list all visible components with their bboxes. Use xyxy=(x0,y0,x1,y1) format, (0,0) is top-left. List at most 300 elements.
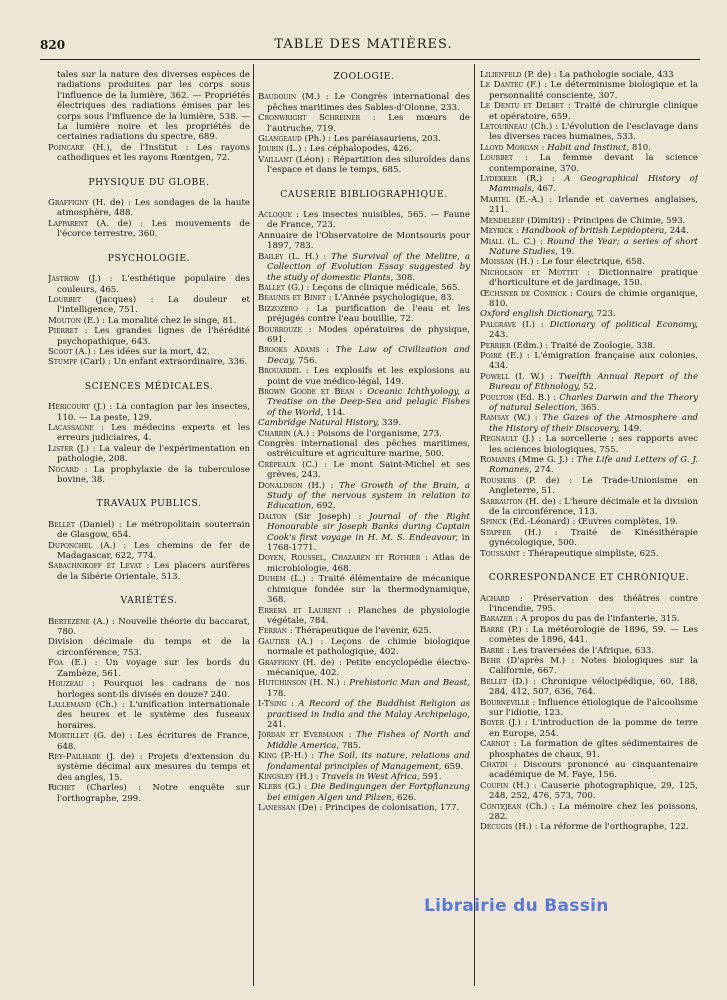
entry-author: Klebs xyxy=(258,782,282,793)
index-entry xyxy=(480,413,698,434)
entry-text: (G.) : Leçons de clinique médicale, 565. xyxy=(285,282,461,293)
entry-text: : La formation de gîtes sédimentaires de phosphates de chaux, 91. xyxy=(489,739,698,760)
entry-author: Graffigny xyxy=(48,198,89,209)
entry-author: Héricourt xyxy=(48,402,90,413)
index-entry xyxy=(258,626,470,636)
entry-title: Round the Year; a series of short Nature Studies, xyxy=(489,236,698,257)
entry-author: Moissan xyxy=(480,257,514,268)
entry-text: (Ed.-Léonard) : Œuvres complètes, 19. xyxy=(506,517,679,528)
entry-title: Journal of the Right Honourable sir Joseph Banks during Captain Cook's first voyage in H. M. S. Endeavour, xyxy=(267,511,470,543)
entry-page: 467. xyxy=(534,184,557,195)
index-entry xyxy=(258,113,470,134)
index-entry xyxy=(48,617,250,638)
entry-text: (Ph.) : Les paréiasauriens, 203. xyxy=(301,134,441,145)
entry-author: Miall xyxy=(480,236,504,247)
entry-author: Errera et Laurent xyxy=(258,605,342,616)
entry-text: (H.) : xyxy=(302,480,340,491)
entry-text: : xyxy=(513,226,522,237)
index-entry xyxy=(258,699,470,730)
index-column-1 xyxy=(48,70,250,804)
entry-title: Handbook of british Lepidoptera, xyxy=(521,226,667,237)
index-entry xyxy=(480,760,698,781)
entry-author: Œchsner de Coninck xyxy=(480,288,567,299)
section-heading: PHYSIQUE DU GLOBE. xyxy=(88,176,210,188)
entry-author: Toussaint xyxy=(480,548,520,559)
entry-text: (H. de) : L'heure décimale et la division de la circonférence, 113. xyxy=(489,496,698,518)
entry-text: (J. de) : Projets d'extension du système décimal aux mesures du temps et des angles, 15. xyxy=(57,751,250,783)
entry-author: Cronwright Schreiner xyxy=(258,113,361,124)
index-entry xyxy=(480,393,698,414)
entry-author: Gautier xyxy=(258,636,290,647)
index-entry xyxy=(48,520,250,541)
entry-author: Beaunis et Binet xyxy=(258,293,326,304)
entry-text: : Cours de chimie organique, 810. xyxy=(489,288,698,309)
index-entry xyxy=(480,781,698,802)
entry-author: Bourneville xyxy=(480,697,530,708)
entry-text: (H.), de l'Institut : Les rayons cathodiques et les rayons Rœntgen, 72. xyxy=(57,142,250,164)
column-divider-right xyxy=(474,64,475,986)
entry-page: 785. xyxy=(339,740,361,751)
entry-text: : Les placers aurifères de la Sibérie Orientale, 513. xyxy=(57,561,250,582)
entry-text: : xyxy=(286,699,299,710)
entry-text: (Sir Joseph) : xyxy=(286,511,370,522)
index-entry xyxy=(258,134,470,144)
index-entry xyxy=(480,656,698,677)
index-entry xyxy=(480,497,698,518)
entry-page: 810. xyxy=(629,142,651,153)
entry-text: : A propos du pas de l'infanterie, 315. xyxy=(512,614,680,625)
index-entry xyxy=(480,195,698,216)
entry-author: Scoot xyxy=(48,346,73,357)
entry-author: Acloque xyxy=(258,210,293,221)
index-entry xyxy=(480,549,698,559)
entry-author: Lourbet xyxy=(480,153,513,164)
entry-text: : Dictionnaire pratique d'horticulture et de jardinage, 150. xyxy=(489,267,698,289)
entry-text: : xyxy=(538,142,548,153)
entry-text: (Ch.) : L'unification internationale des heures et le système des fuseaux horaires. xyxy=(57,699,250,731)
entry-title: The Law of Civilization and Decay, xyxy=(267,345,470,366)
entry-page: 756. xyxy=(295,355,318,366)
entry-text: (J.) : L'esthétique populaire des couleurs, 465. xyxy=(57,274,250,295)
entry-text: (H. de) : Petite encyclopédie électro-mécanique, 402. xyxy=(267,657,470,678)
entry-text: (A.) : Les idées sur la mort, 42. xyxy=(72,346,210,357)
entry-text: (W.) : xyxy=(509,413,543,424)
entry-author: Ferran xyxy=(258,626,287,637)
entry-text: : Atlas de microbiologie, 468. xyxy=(267,553,470,574)
index-entry xyxy=(258,606,470,627)
index-entry xyxy=(480,80,698,101)
entry-author: Contejean xyxy=(480,801,522,812)
entry-text: : L'Année psychologique, 83. xyxy=(325,293,455,304)
entry-author: Behr xyxy=(480,655,501,666)
entry-text: (Ch.) : La mémoire chez les poissons, 282. xyxy=(489,801,698,823)
entry-title: A Geographical History of Mammals, xyxy=(489,174,698,195)
entry-page: 241. xyxy=(267,719,287,730)
entry-text: (G. de) : Les écritures de France, 648. xyxy=(57,731,250,752)
index-entry xyxy=(48,295,250,316)
entry-text: : Influence étiologique de l'alcoolisme sur l'idiotie, 123. xyxy=(489,697,698,718)
entry-text: (R.) : xyxy=(516,174,565,185)
entry-text: : La purification de l'eau et les préjugés contre l'eau bouillie, 72. xyxy=(267,303,470,325)
entry-text: (J.) : L'introduction de la pomme de terre en Europe, 254. xyxy=(489,718,698,739)
entry-author: Brown Goode et Bean xyxy=(258,386,355,397)
index-entry xyxy=(258,429,470,439)
entry-title: Oceanic Ichthyology, a Treatise on the Deep-Sea and pelagic Fishes of the World, xyxy=(267,386,470,418)
entry-page: 52. xyxy=(580,382,597,393)
entry-text: : Les mœurs de l'autruche, 719. xyxy=(267,113,470,134)
entry-text: : xyxy=(343,730,357,741)
entry-page: 274. xyxy=(531,465,554,476)
entry-page: 659. xyxy=(441,761,464,772)
entry-author: Le Dentu et Delbet xyxy=(480,101,564,112)
entry-text: (Edm.) : Traité de Zoologie, 338. xyxy=(510,340,656,351)
entry-text: (Mme G. J.) : xyxy=(515,455,577,466)
entry-author: Stapfer xyxy=(480,527,511,538)
entry-author: Sarrauton xyxy=(480,496,523,507)
entry-text: (H.) : xyxy=(293,772,322,782)
entry-page: 149. xyxy=(620,423,642,434)
index-entry xyxy=(258,803,470,813)
entry-text: (Carl) : Un enfant extraordinaire, 336. xyxy=(77,357,248,368)
index-entry xyxy=(258,751,470,772)
entry-author: King xyxy=(258,751,277,762)
entry-author: Martel xyxy=(480,194,510,205)
entry-author: Barazer xyxy=(480,614,513,625)
entry-text: (A.) : Leçons de chimie biologique normale et pathologique, 402. xyxy=(267,636,470,658)
entry-author: Barré xyxy=(480,645,505,656)
index-entry xyxy=(258,252,470,283)
entry-text: (Léon) : Répartition des siluroïdes dans l'espace et dans le temps, 685. xyxy=(267,154,470,176)
entry-text: (I. W.) : xyxy=(509,371,559,382)
index-entry xyxy=(480,143,698,153)
entry-author: Le Dantec xyxy=(480,80,524,91)
index-entry xyxy=(48,274,250,295)
entry-text: (Charles) : Notre enquête sur l'orthographe, 299. xyxy=(57,783,250,804)
index-entry xyxy=(480,174,698,195)
entry-author: Graffigny xyxy=(258,657,299,668)
entry-author: Jordan et Evermann xyxy=(258,730,344,741)
index-entry xyxy=(480,614,698,624)
index-entry xyxy=(48,700,250,731)
entry-text: : Planches de physiologie végétale, 784. xyxy=(267,605,470,626)
entry-text: (J.) : La contagion par les insectes, 110. — La peste, 129. xyxy=(57,402,250,423)
index-entry xyxy=(480,351,698,372)
entry-text: : Modes opératoires de physique, 691. xyxy=(267,324,470,345)
index-entry xyxy=(48,219,250,240)
index-entry xyxy=(480,594,698,615)
index-entry xyxy=(48,541,250,562)
index-entry xyxy=(480,268,698,289)
entry-text: Annuaire de l'Observatoire de Montsouris pour 1897, 783. xyxy=(258,230,470,252)
entry-author: Nicholson et Mottet xyxy=(480,267,579,278)
entry-author: Lourbet xyxy=(48,294,81,305)
entry-text: (J.) : La sorcellerie ; ses rapports avec les sciences biologiques, 755. xyxy=(489,434,698,455)
entry-author: Carnot xyxy=(480,739,510,750)
entry-text: (E.) : La moralité chez le singe, 81. xyxy=(80,315,237,326)
entry-author: Achard xyxy=(480,593,510,604)
index-entry xyxy=(48,70,250,143)
page-title: TABLE DES MATIÈRES. xyxy=(274,37,453,52)
entry-text: (Jacques) : La douleur et l'intelligence, 751. xyxy=(57,294,250,316)
index-entry xyxy=(258,345,470,366)
entry-author: Bellet xyxy=(480,676,508,687)
entry-author: Baudouin xyxy=(258,92,297,103)
entry-text: : xyxy=(354,386,368,397)
entry-title: Twelfth Annual Report of the Bureau of Ethnology, xyxy=(489,371,698,393)
index-entry xyxy=(480,822,698,832)
entry-text: : Les insectes nuisibles, 565. — Faune de France, 723. xyxy=(267,210,470,231)
entry-author: Brouardel xyxy=(258,366,301,377)
index-entry xyxy=(258,772,470,782)
entry-author: Lloyd Morgan xyxy=(480,142,539,153)
entry-text: : Discours prononcé au cinquantenaire académique de M. Faye, 156. xyxy=(489,760,698,781)
entry-title: Habit and Instinct, xyxy=(547,142,630,153)
index-entry xyxy=(480,528,698,549)
entry-author: Richet xyxy=(48,783,76,794)
entry-title: The Soil, its nature, relations and fondamental principles of Management, xyxy=(267,751,470,772)
entry-author: Bizzozero xyxy=(258,303,298,314)
index-column-2 xyxy=(258,70,470,814)
index-entry xyxy=(480,802,698,823)
watermark: Librairie du Bassin xyxy=(424,896,609,916)
index-entry xyxy=(48,347,250,357)
entry-text: : xyxy=(319,345,336,356)
entry-author: Brooks Adams xyxy=(258,345,320,356)
entry-text: : La prophylaxie de la tuberculose bovine, 38. xyxy=(57,464,250,485)
index-entry xyxy=(480,216,698,226)
entry-text: : Les explosifs et les explosions au point de vue médico-légal, 149. xyxy=(267,366,470,387)
index-entry xyxy=(480,341,698,351)
section-heading: CORRESPONDANCE ET CHRONIQUE. xyxy=(488,572,690,584)
index-entry xyxy=(480,289,698,310)
entry-author: Lister xyxy=(48,443,74,454)
entry-text: (Ch.) : L'évolution de l'esclavage dans les diverses races humaines, 533. xyxy=(489,122,698,143)
index-entry xyxy=(480,122,698,143)
entry-text: (H. N.) : xyxy=(306,678,350,689)
entry-author: Joubin xyxy=(258,144,284,155)
index-entry xyxy=(48,752,250,783)
index-column-3 xyxy=(480,70,698,833)
index-entry xyxy=(48,444,250,465)
entry-page: 626. xyxy=(394,792,417,803)
index-entry xyxy=(48,731,250,752)
entry-text: (F.) : Le déterminisme biologique et la personnalité consciente, 307. xyxy=(489,80,698,101)
index-entry xyxy=(480,625,698,646)
index-entry xyxy=(480,153,698,174)
entry-author: Donaldson xyxy=(258,480,303,491)
entry-author: Dalton xyxy=(258,511,287,522)
entry-author: Bourrouze xyxy=(258,324,302,335)
entry-text: (H.) : Traité de Kinésithérapie gynécologique, 500. xyxy=(489,527,698,549)
entry-author: Décugis xyxy=(480,822,513,833)
entry-author: Barré xyxy=(480,624,505,635)
entry-text: (A.) : Nouvelle théorie du baccarat, 780. xyxy=(57,616,250,638)
entry-author: Coupin xyxy=(480,780,509,791)
index-entry xyxy=(48,679,250,700)
entry-author: Lydekker xyxy=(480,174,517,185)
entry-text: (A.) : Les chemins de fer de Madagascar, 622, 774. xyxy=(57,540,250,562)
entry-author: Hutchinson xyxy=(258,678,307,689)
entry-author: Pierret xyxy=(48,326,78,337)
entry-author: Perrier xyxy=(480,340,511,351)
entry-author: Duponchel xyxy=(48,540,93,551)
entry-text: (L.) : Traité élémentaire de mécanique chimique fondée sur la thermodynamique, 368. xyxy=(267,574,470,606)
entry-author: Spinck xyxy=(480,517,507,528)
entry-author: Ramsay xyxy=(480,413,510,424)
index-entry xyxy=(480,257,698,267)
entry-title: Prehistoric Man and Beast, xyxy=(349,678,470,689)
index-entry xyxy=(48,561,250,582)
index-entry xyxy=(258,481,470,512)
entry-author: Mendeléef xyxy=(480,215,525,226)
entry-author: Powell xyxy=(480,371,510,382)
index-entry xyxy=(480,646,698,656)
section-heading: VARIÉTÉS. xyxy=(120,595,178,607)
entry-author: Boyer xyxy=(480,718,505,729)
index-entry xyxy=(258,210,470,231)
index-entry xyxy=(258,658,470,679)
index-entry xyxy=(480,718,698,739)
entry-author: Crépeaux xyxy=(258,459,296,470)
index-entry xyxy=(258,782,470,803)
entry-author: Ballet xyxy=(258,282,285,293)
index-entry xyxy=(480,226,698,236)
entry-author: Lacassagne xyxy=(48,422,94,433)
entry-text: (P. de) : La pathologie sociale, 433 xyxy=(521,70,674,80)
entry-author: Bertezène xyxy=(48,616,90,627)
header-rule xyxy=(40,59,700,60)
entry-page: 114. xyxy=(323,407,346,418)
entry-page: 178. xyxy=(267,688,287,699)
section-heading: SCIENCES MÉDICALES. xyxy=(84,380,214,392)
entry-author: Rey-Pailhade xyxy=(48,751,101,762)
section-heading: CAUSERIE BIBLIOGRAPHIQUE. xyxy=(280,188,448,200)
entry-author: Romanes xyxy=(480,455,516,466)
index-entry xyxy=(480,434,698,455)
index-entry xyxy=(258,553,470,574)
entry-text: : La femme devant la science contemporaine, 370. xyxy=(489,153,698,174)
section-heading: PSYCHOLOGIE. xyxy=(107,252,191,264)
entry-text: : Thérapeutique simpliste, 625. xyxy=(519,548,659,559)
index-entry xyxy=(480,677,698,698)
entry-author: Sabachnikoff et Levat xyxy=(48,561,142,572)
entry-author: Chatin xyxy=(480,760,508,770)
entry-text: (Daniel) : Le métropolitain souterrain de Glasgow, 654. xyxy=(57,519,250,541)
entry-author: Lallemand xyxy=(48,699,91,710)
index-entry xyxy=(48,198,250,219)
entry-author: Poiré xyxy=(480,350,502,361)
page-number: 820 xyxy=(40,38,66,52)
entry-text: (H.) : Causerie photographique, 29, 125, 248, 252, 476, 573, 700. xyxy=(489,780,698,802)
index-entry xyxy=(258,304,470,325)
index-entry xyxy=(258,155,470,176)
entry-author: Palgrave xyxy=(480,319,517,330)
entry-text: (M.) : Le Congrès international des pêches maritimes des Sables-d'Olonne, 233. xyxy=(267,92,470,113)
index-entry xyxy=(48,143,250,164)
entry-text: : Traité de chirurgie clinique et opératoire, 659. xyxy=(489,101,698,122)
entry-text: : Préservation des théâtres contre l'incendie, 795. xyxy=(489,593,698,614)
entry-text: (G.) : xyxy=(281,782,311,793)
entry-text: (I.) : xyxy=(516,319,550,330)
entry-text: (J.) : La valeur de l'expérimentation en pathologie, 208. xyxy=(57,443,250,465)
entry-text: : Pourquoi les cadrans de nos horloges sont-ils divisés en douze? 240. xyxy=(57,679,250,700)
entry-title: Die Bedingungen der Fortpflanzung bei einigen Algen und Pilzen, xyxy=(267,782,470,803)
entry-author: Jastrow xyxy=(48,274,80,285)
index-entry xyxy=(480,70,698,80)
entry-text: : Les grandes lignes de l'hérédité psychopathique, 643. xyxy=(57,326,250,347)
index-entry xyxy=(48,326,250,347)
entry-author: Bailey xyxy=(258,251,284,262)
entry-author: Nocard xyxy=(48,464,79,475)
index-entry xyxy=(48,658,250,679)
entry-author: Doyen, Roussel, Chazarén et Rothier xyxy=(258,553,421,564)
entry-text: : Les médecins experts et les erreurs judiciaires, 4. xyxy=(57,422,250,444)
index-entry xyxy=(48,357,250,367)
column-divider-left xyxy=(253,64,254,986)
entry-text: (Dimitri) : Principes de Chimie, 593. xyxy=(524,215,686,226)
entry-author: Charrin xyxy=(258,428,291,439)
entry-author: Lanessan xyxy=(258,803,296,814)
index-entry xyxy=(48,783,250,804)
entry-text: (P. de) : Le Trade-Unionisme en Angleterre, 51. xyxy=(489,475,698,497)
entry-title: A Record of the Buddhist Religion as practised in India and the Malay Archipelago, xyxy=(267,699,470,720)
index-entry xyxy=(480,320,698,341)
index-entry xyxy=(258,460,470,481)
index-entry xyxy=(258,512,470,554)
entry-text: (E.) : Un voyage sur les bords du Zambèze, 561. xyxy=(57,658,250,679)
index-entry xyxy=(258,678,470,699)
index-entry xyxy=(258,366,470,387)
index-entry xyxy=(480,698,698,719)
entry-author: Lapparent xyxy=(48,218,89,229)
entry-author: Poulton xyxy=(480,392,514,403)
entry-text: (P.) : La météorologie de 1896, 59. — Les comètes de 1896, 441. xyxy=(489,624,698,646)
entry-text: : Thérapeutique de l'avenir, 625. xyxy=(286,626,432,637)
entry-author: I-Tsing xyxy=(258,699,287,710)
index-entry xyxy=(258,418,470,428)
entry-page: 308. xyxy=(393,272,416,283)
entry-text: (L.) : Les céphalopodes, 426. xyxy=(283,144,412,155)
entry-text: (L. H.) : xyxy=(283,251,332,262)
entry-page: 723. xyxy=(593,309,616,320)
entry-title: Travels in West Africa, xyxy=(321,772,420,782)
entry-author: Stumpf xyxy=(48,357,78,368)
entry-author: Poincaré xyxy=(48,142,85,153)
entry-page: 365. xyxy=(577,403,600,413)
entry-author: Rousiers xyxy=(480,475,516,486)
index-entry xyxy=(48,423,250,444)
index-entry xyxy=(258,637,470,658)
entry-text: (De) : Principes de colonisation, 177. xyxy=(295,803,460,814)
index-entry xyxy=(480,237,698,258)
entry-title: Cambridge Natural History, xyxy=(258,418,380,429)
entry-author: Regnault xyxy=(480,434,518,445)
entry-page: 244. xyxy=(666,226,689,237)
entry-text: (L. C.) : xyxy=(503,236,547,247)
entry-text: (A.) : Poisons de l'organisme, 273. xyxy=(290,428,443,439)
section-heading: TRAVAUX PUBLICS. xyxy=(96,498,202,510)
entry-text: Division décimale du temps et de la circonférence, 753. xyxy=(48,637,250,658)
index-entry xyxy=(258,283,470,293)
entry-text: (H.) : La réforme de l'orthographe, 122. xyxy=(512,822,689,833)
entry-text: (H.) : Le four électrique, 658. xyxy=(513,257,645,268)
entry-page: 243. xyxy=(489,330,509,341)
index-entry xyxy=(480,101,698,122)
index-entry xyxy=(48,637,250,658)
index-entry xyxy=(258,231,470,252)
entry-title: The Fishes of North and Middle America, xyxy=(267,730,470,751)
entry-title: The Survival of the Melitre, a Collection of Evolution Essay suggested by the study of domestic Plants, xyxy=(267,251,470,283)
